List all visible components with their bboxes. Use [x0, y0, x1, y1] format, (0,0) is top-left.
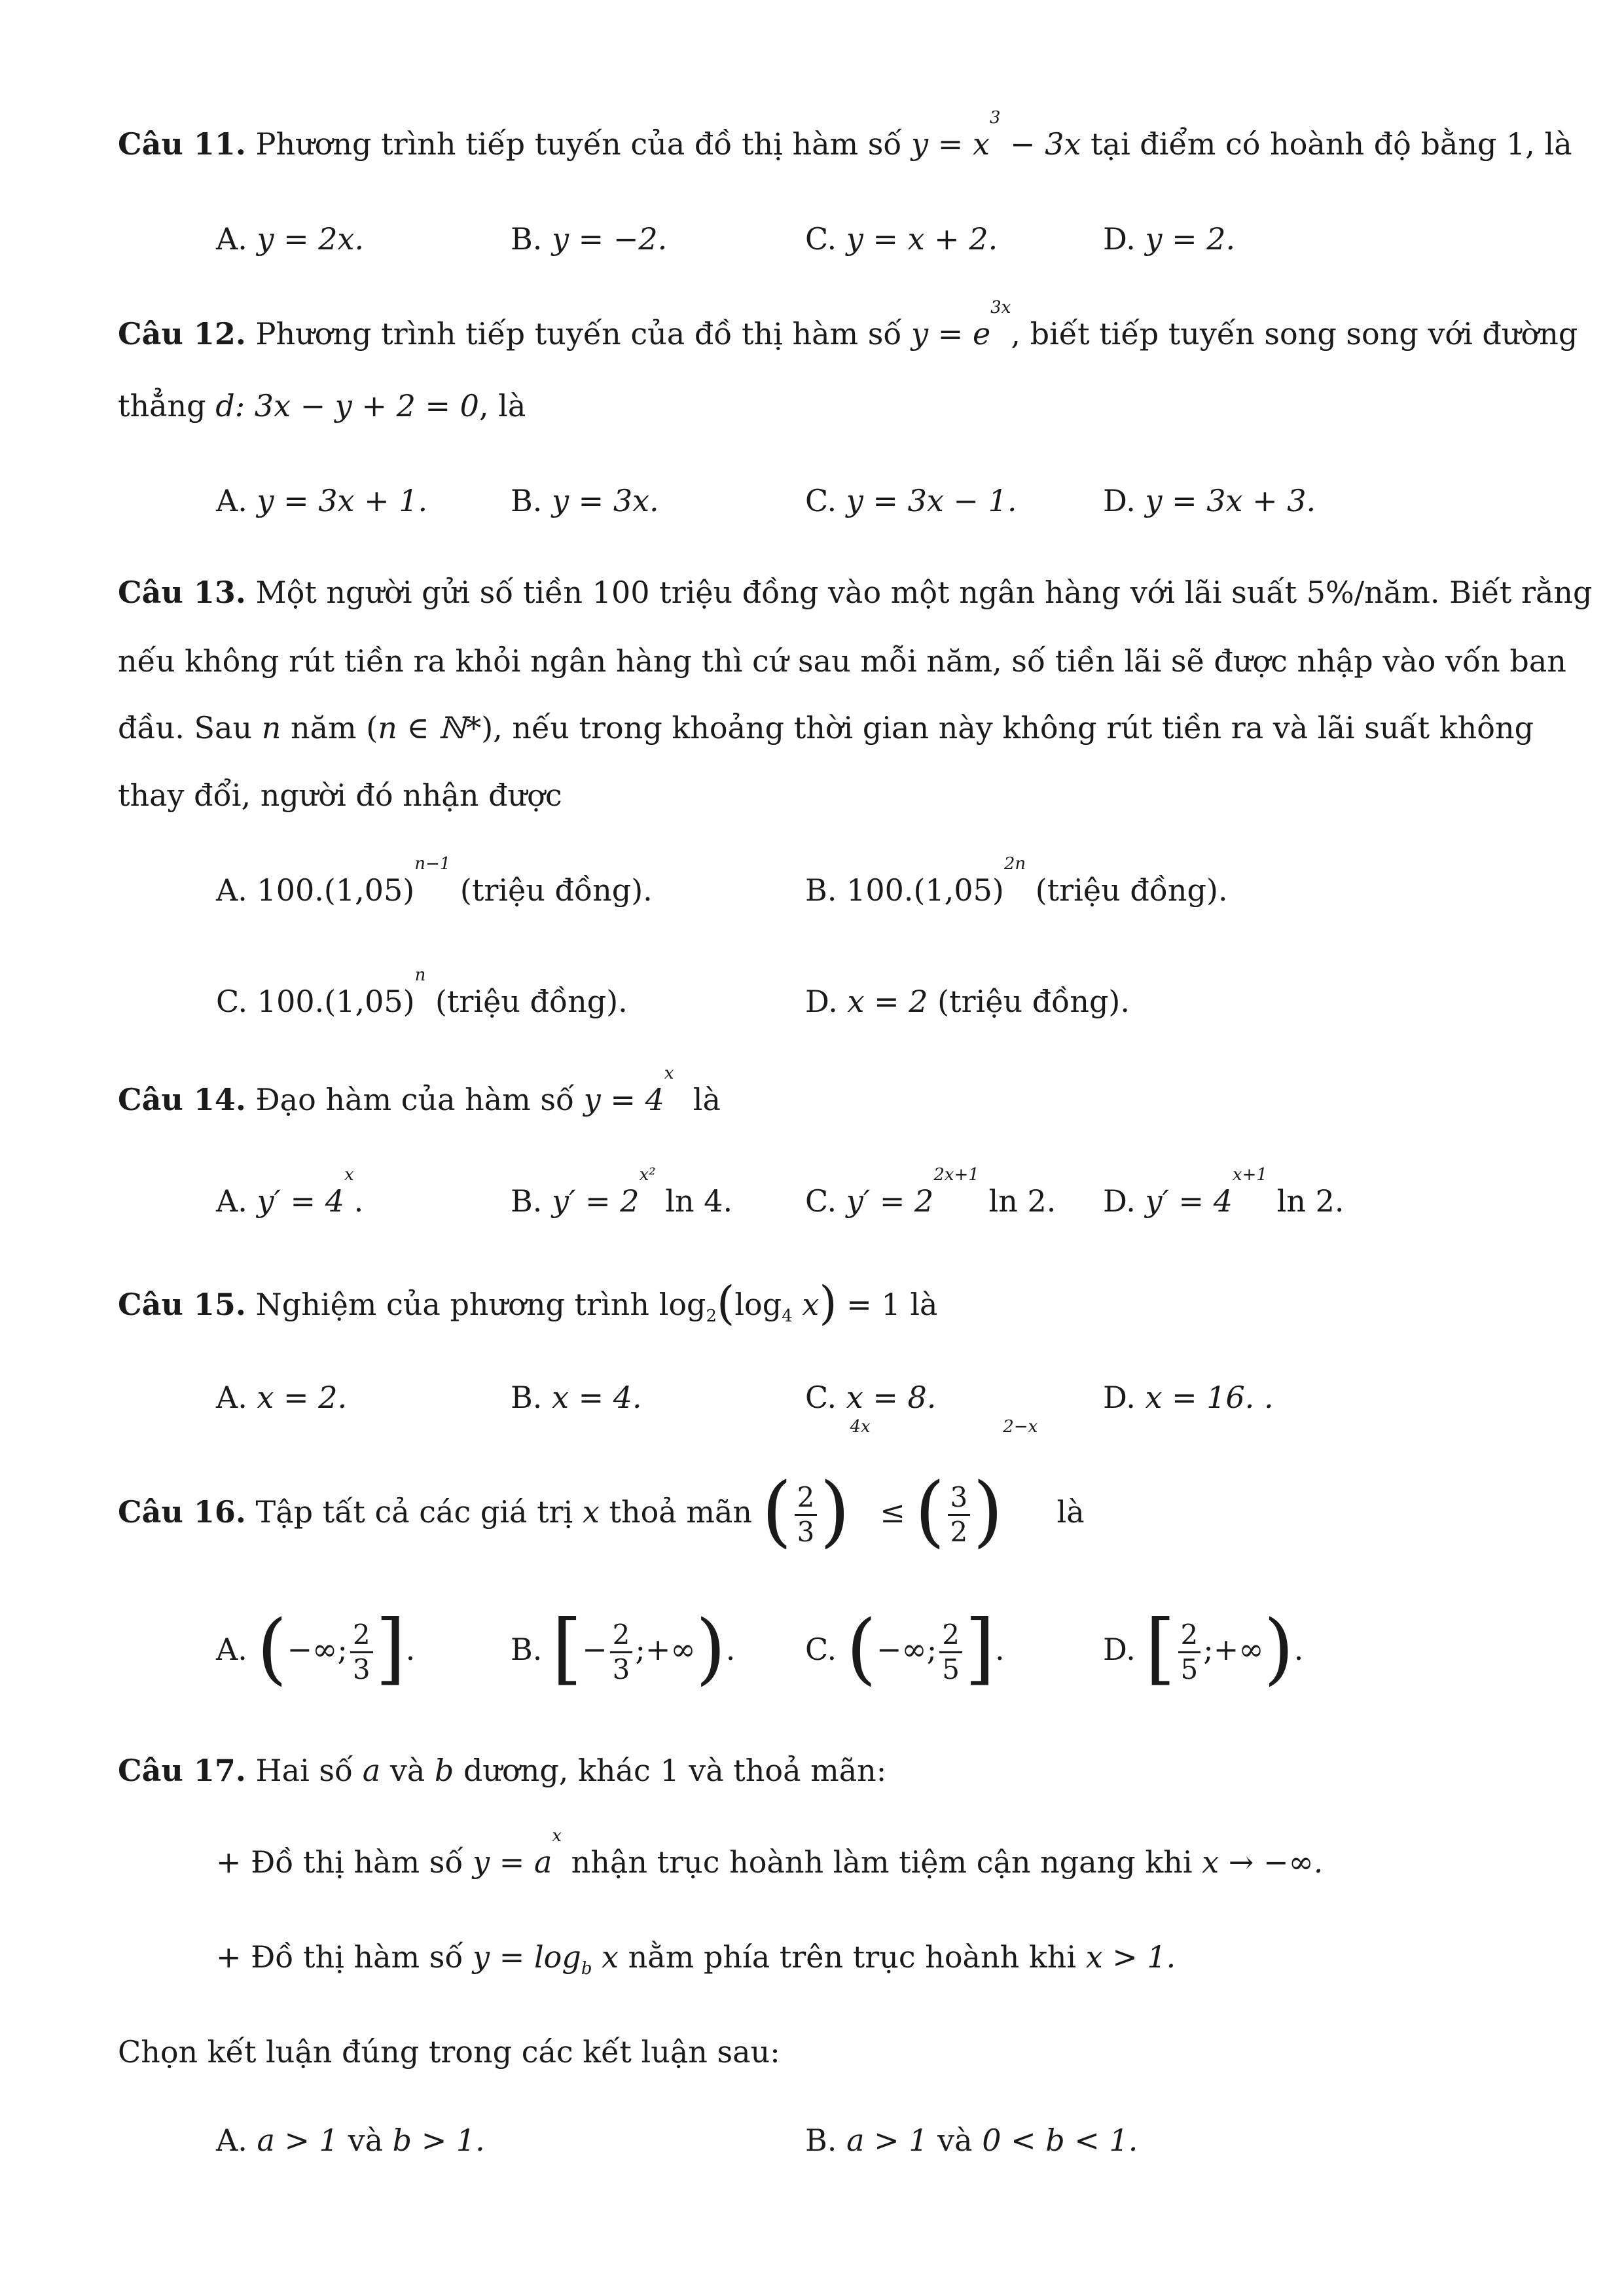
question-14-option-a[interactable]: A. $y' = 4^x$. [216, 1165, 364, 1219]
question-15-option-b[interactable]: B. x = 4. [511, 1380, 642, 1415]
question-17-prompt: Chọn kết luận đúng trong các kết luận sau: [118, 2034, 780, 2070]
question-11-text-after: tại điểm có hoành độ bằng 1, là [1091, 126, 1572, 162]
question-13-option-a[interactable]: A. $100.(1,05)^{n-1}$ (triệu đồng). [216, 854, 653, 908]
question-12-stem-line-1 [118, 298, 1578, 353]
question-14-function: $y = 4^x$ [583, 1064, 674, 1117]
question-16-stem: Câu 16. Tập tất cả các giá trị x thoả mãn ( $\frac{2}{3}$ )$^{4x}$ ≤ ( $\frac{3}{2}$ )$^{2-x}$ là [118, 1417, 1085, 1556]
question-14-label: Câu 14. [118, 1082, 246, 1117]
question-12-stem-line-2: thẳng d: 3x − y + 2 = 0, là [118, 388, 526, 423]
question-16-option-c[interactable]: C. (−∞; $\frac{2}{5}$ ]. [805, 1603, 1005, 1693]
question-12-function: $y = e^{3x}$ [911, 298, 1011, 351]
question-17-option-b[interactable]: B. a > 1 và 0 < b < 1. [805, 2123, 1138, 2158]
question-16-option-a[interactable]: A. (−∞; $\frac{2}{3}$ ]. [216, 1603, 416, 1693]
question-14-option-b[interactable]: B. $y' = 2^{x^2}$ ln 4. [511, 1165, 733, 1219]
question-11-option-d[interactable]: D. y = 2. [1103, 221, 1236, 257]
question-11-stem [118, 108, 1572, 164]
question-12-text-before: Phương trình tiếp tuyến của đồ thị hàm số [255, 316, 902, 351]
question-15-option-d[interactable]: D. x = 16. . [1103, 1380, 1274, 1415]
question-15-option-c[interactable]: C. x = 8. [805, 1380, 937, 1415]
question-13-stem-line-2: nếu không rút tiền ra khỏi ngân hàng thì cứ sau mỗi năm, số tiền lãi sẽ được nhập vào vốn ban [118, 643, 1566, 679]
question-13-stem-line-4: thay đổi, người đó nhận được [118, 778, 562, 813]
question-17-condition-1: + Đồ thị hàm số $y = a^x$ nhận trục hoành làm tiệm cận ngang khi x → −∞. [216, 1826, 1324, 1880]
question-11-label: Câu 11. [118, 126, 246, 162]
question-16-label: Câu 16. [118, 1494, 246, 1530]
question-12-option-a[interactable]: A. y = 3x + 1. [216, 483, 428, 518]
question-16-option-b[interactable]: B. [− $\frac{2}{3}$ ;+∞). [511, 1603, 736, 1693]
question-15-equation: $\log_2(\log_4$ x) = 1 [659, 1276, 901, 1330]
question-11-option-c[interactable]: C. y = x + 2. [805, 221, 998, 257]
question-11-function: $y = x^3 - 3x$ [911, 108, 1081, 162]
question-15-option-a[interactable]: A. x = 2. [216, 1380, 348, 1415]
question-12-text-after: , biết tiếp tuyến song song với đường [1011, 316, 1578, 351]
question-11-option-b[interactable]: B. y = −2. [511, 221, 668, 257]
question-12-option-b[interactable]: B. y = 3x. [511, 483, 659, 518]
question-16-inequality: ( $\frac{2}{3}$ )$^{4x}$ ≤ ( $\frac{3}{2}$ )$^{2-x}$ [761, 1417, 1038, 1556]
question-17-option-a[interactable]: A. a > 1 và b > 1. [216, 2123, 485, 2158]
question-15-label: Câu 15. [118, 1287, 246, 1322]
question-12-option-c[interactable]: C. y = 3x − 1. [805, 483, 1017, 518]
question-12-label: Câu 12. [118, 316, 246, 351]
question-17-label: Câu 17. [118, 1753, 246, 1788]
question-14-stem: Câu 14. Đạo hàm của hàm số $y = 4^x$ là [118, 1064, 721, 1117]
question-13-stem-line-1: Câu 13. Một người gửi số tiền 100 triệu đồng vào một ngân hàng với lãi suất 5%/năm. Biết rằng [118, 575, 1593, 610]
question-11-text-before: Phương trình tiếp tuyến của đồ thị hàm số [255, 126, 902, 162]
question-15-stem: Câu 15. Nghiệm của phương trình $\log_2(\log_4$ x) = 1 là [118, 1276, 938, 1330]
question-11-option-a[interactable]: A. y = 2x. [216, 221, 365, 257]
question-17-stem: Câu 17. Hai số a và b dương, khác 1 và thoả mãn: [118, 1753, 887, 1788]
question-12-option-d[interactable]: D. y = 3x + 3. [1103, 483, 1316, 518]
question-14-option-c[interactable]: C. $y' = 2^{2x+1}$ ln 2. [805, 1165, 1056, 1219]
question-13-stem-line-3: đầu. Sau n năm (n ∈ ℕ*), nếu trong khoảng thời gian này không rút tiền ra và lãi suất không [118, 710, 1534, 745]
question-14-option-d[interactable]: D. $y' = 4^{x+1}$ ln 2. [1103, 1165, 1344, 1219]
question-16-option-d[interactable]: D. [ $\frac{2}{5}$ ;+∞). [1103, 1603, 1304, 1693]
question-17-condition-2: + Đồ thị hàm số $y = \log_b x$ nằm phía trên trục hoành khi x > 1. [216, 1939, 1176, 1979]
question-13-option-b[interactable]: B. $100.(1,05)^{2n}$ (triệu đồng). [805, 854, 1228, 908]
question-13-option-c[interactable]: C. $100.(1,05)^n$ (triệu đồng). [216, 965, 628, 1019]
question-13-label: Câu 13. [118, 575, 246, 610]
question-13-option-d[interactable]: D. x = 2 (triệu đồng). [805, 984, 1130, 1019]
